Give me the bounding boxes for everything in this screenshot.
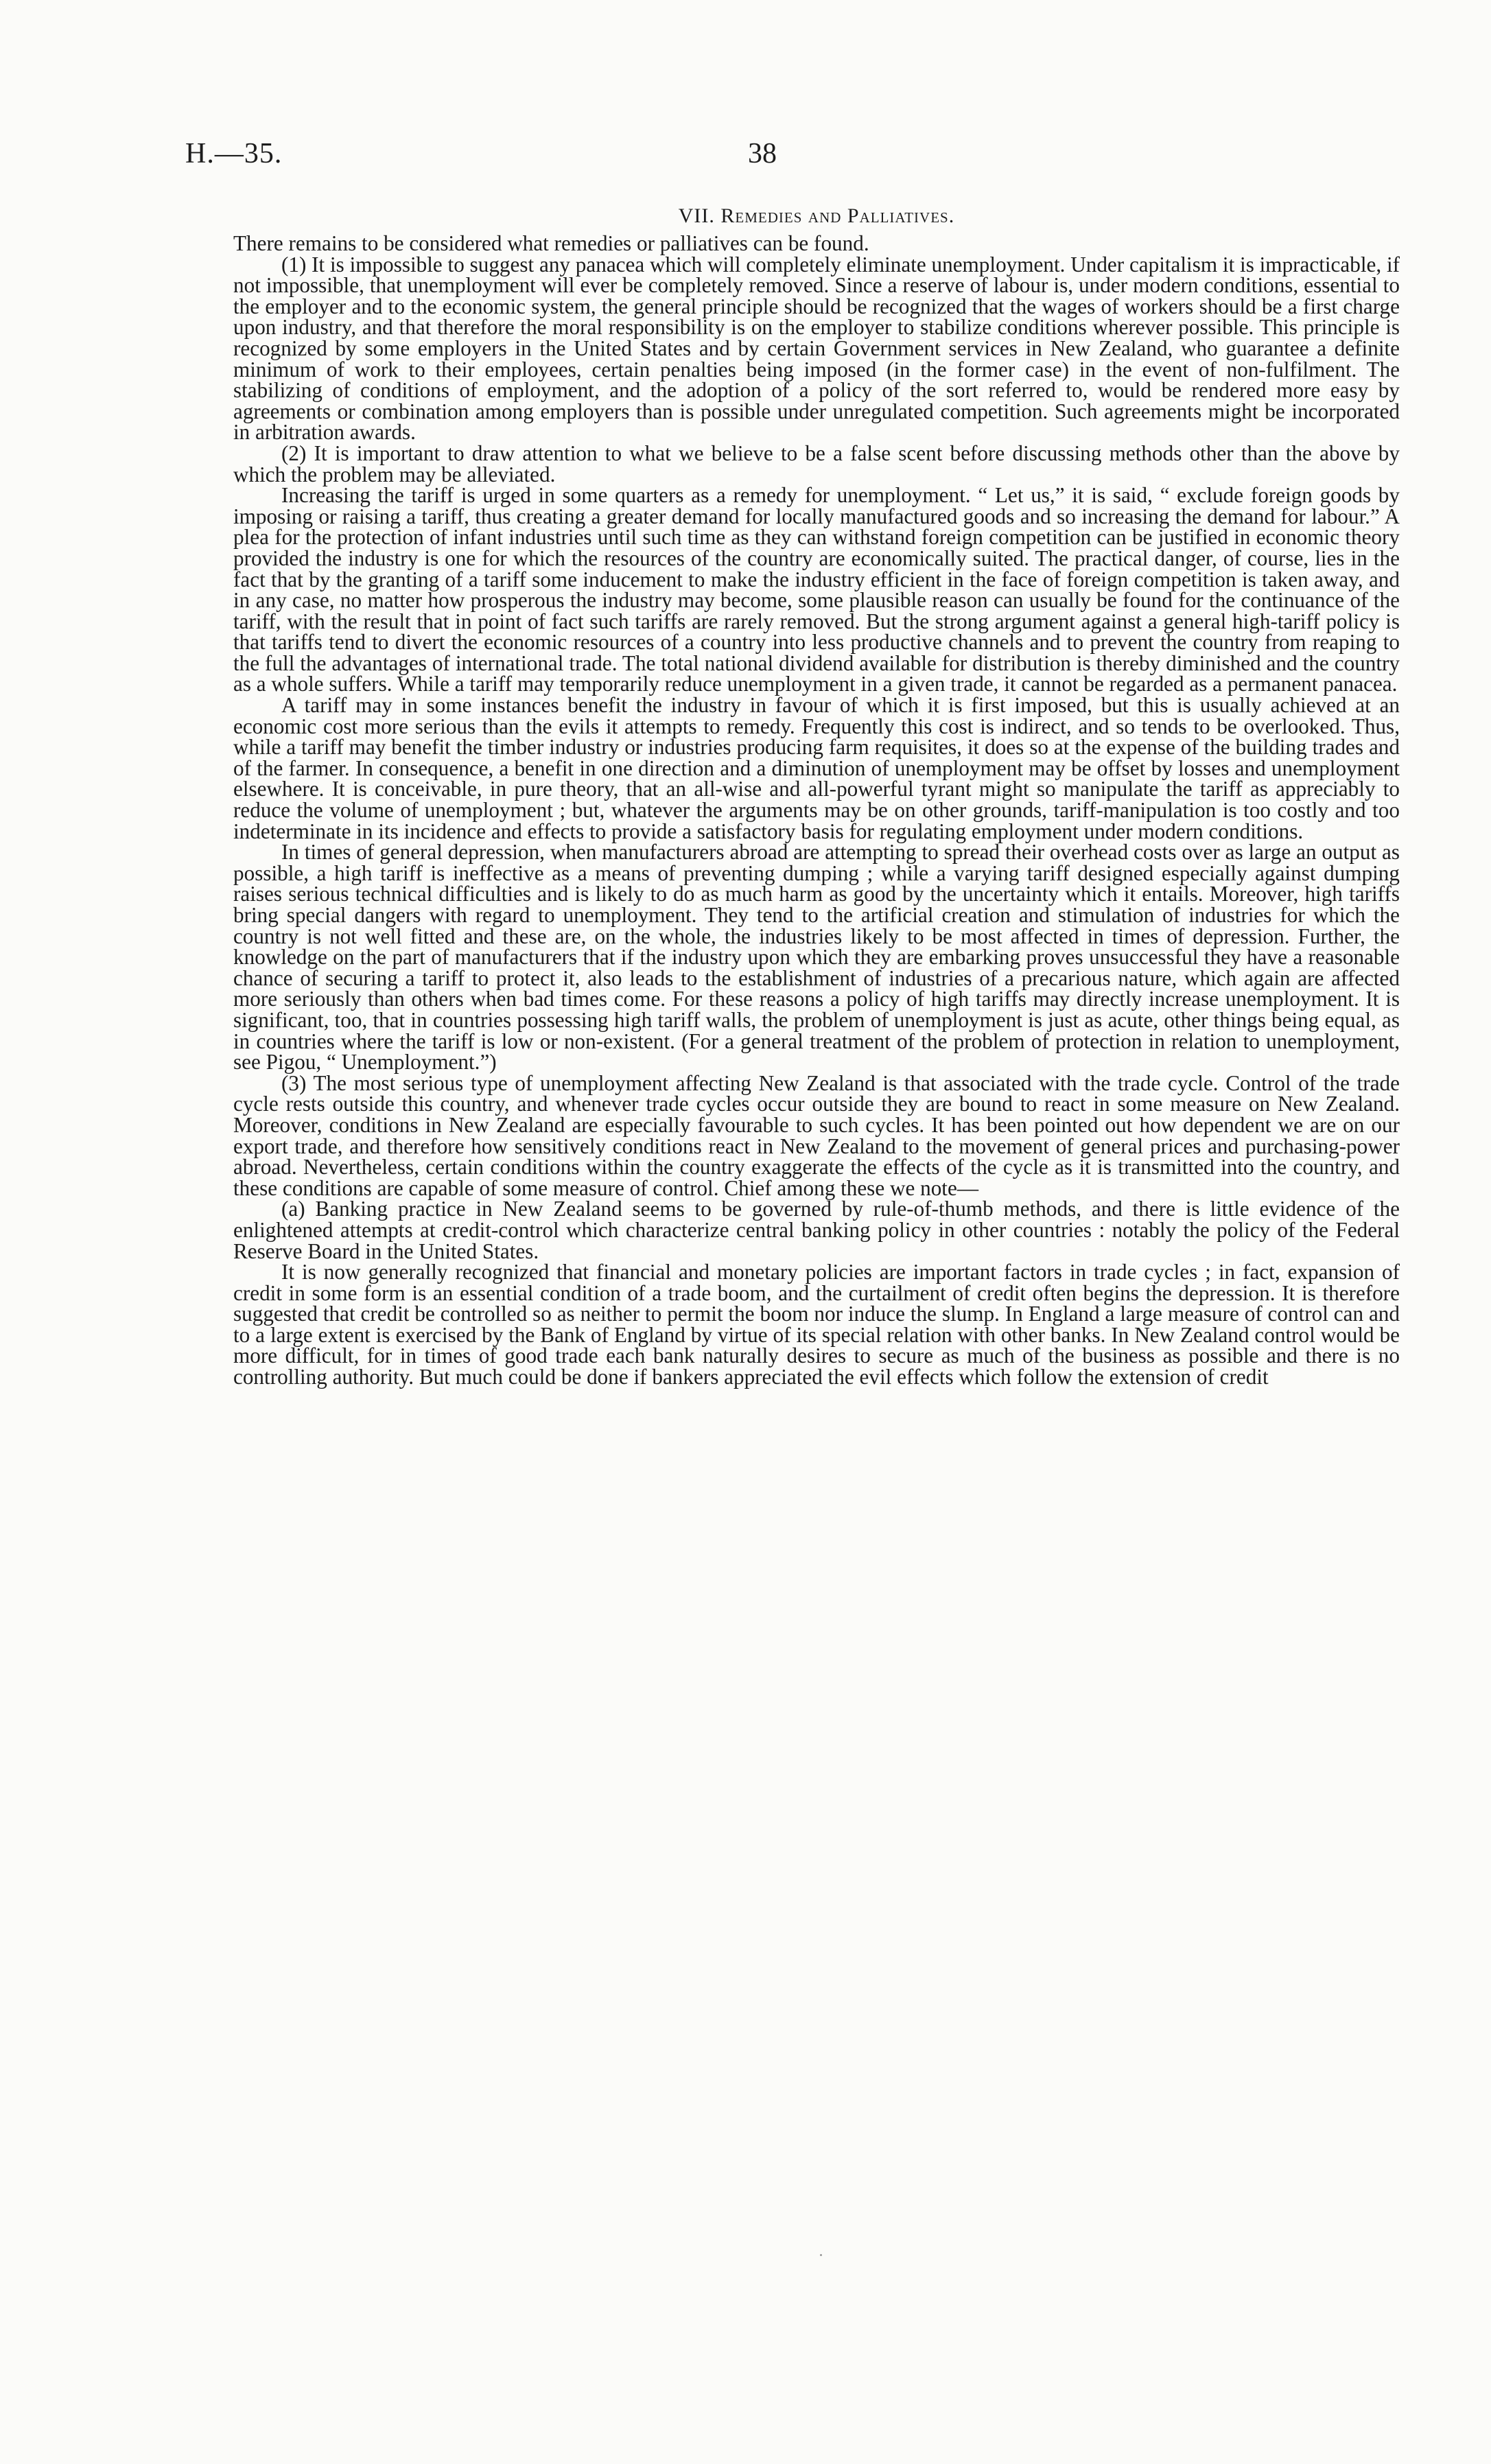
body-text <box>233 233 1400 1388</box>
paragraph-tariff: Increasing the tariff is urged in some quarters as a remedy for unemployment. “ Let us,” it is said, “ exclude foreign goods by imposing or raising a tariff, thus creating a greater demand for locally manufactured goods and so increasing the demand for labour.” A plea for the protection of infant industries until such time as they can withstand foreign competition can be justified in economic theory provided the industry is one for which the resources of the country are economically suited. The practical danger, of course, lies in the fact that by the granting of a tariff some inducement to make the industry efficient in the face of foreign competition is taken away, and in any case, no matter how prosperous the industry may become, some plausible reason can usually be found for the continuance of the tariff, with the result that in point of fact such tariffs are rarely removed. But the strong argument against a general high-tariff policy is that tariffs tend to divert the economic resources of a country into less productive channels and to prevent the country from reaping to the full the advantages of international trade. The total national dividend available for distribution is thereby diminished and the country as a whole suffers. While a tariff may temporarily reduce unemployment in a given trade, it cannot be regarded as a permanent panacea. <box>233 483 1400 696</box>
paragraph-credit: It is now generally recognized that financial and monetary policies are important factors in trade cycles ; in fact, expansion of credit in some form is an essential condition of a trade boom, and the curtailment of credit often begins the depression. It is therefore suggested that credit be controlled so as neither to permit the boom nor induce the slump. In England a large measure of control can and to a large extent is exercised by the Bank of England by virtue of its special relation with other banks. In New Zealand control would be more difficult, for in times of good trade each bank naturally desires to secure as much of the business as possible and there is no controlling authority. But much could be done if bankers appreciated the evil effects which follow the extension of credit <box>233 1260 1400 1389</box>
paragraph-3: (3) The most serious type of unemployment affecting New Zealand is that associated with the trade cycle. Control of the trade cycle rests outside this country, and whenever trade cycles occur outside they are bound to react in some measure on New Zealand. Moreover, conditions in New Zealand are especially favourable to such cycles. It has been pointed out how dependent we are on our export trade, and therefore how sensitively conditions react in New Zealand to the movement of general prices and purchasing-power abroad. Nevertheless, certain conditions within the country exaggerate the effects of the cycle as it is transmitted into the country, and these conditions are capable of some measure of control. Chief among these we note— <box>233 1070 1400 1200</box>
page-speck <box>820 2254 822 2256</box>
paragraph-intro: There remains to be considered what remedies or palliatives can be found. <box>233 231 869 255</box>
document-code: H.—35. <box>185 138 283 169</box>
paragraph-banking: (a) Banking practice in New Zealand seems to be governed by rule-of-thumb methods, and there is little evidence of the enlightened attempts at credit-control which characterize central banking policy in other countries : notably the policy of the Federal Reserve Board in the United States. <box>233 1197 1400 1263</box>
document-page <box>185 124 1400 1389</box>
paragraph-depression: In times of general depression, when manufacturers abroad are attempting to spread their overhead costs over as large an output as possible, a high tariff is ineffective as a means of preventing dumping ; while a varying tariff designed especially against dumping raises serious technical difficulties and is likely to do as much harm as good by the uncertainty which it entails. Moreover, high tariffs bring special dangers with regard to unemployment. They tend to the artificial creation and stimulation of industries for which the country is not well fitted and these are, on the whole, the industries likely to be most affected in times of depression. Further, the knowledge on the part of manufacturers that if the industry upon which they are embarking proves unsuccessful they have a reasonable chance of securing a tariff to protect it, also leads to the establishment of industries of a precarious nature, which again are affected more seriously than others when bad times come. For these reasons a policy of high tariffs may directly increase unemployment. It is significant, too, that in countries possessing high tariff walls, the problem of unemployment is just as acute, other things being equal, as in countries where the tariff is low or non-existent. (For a general treatment of the problem of protection in relation to unemployment, see Pigou, “ Unemployment.”) <box>233 840 1400 1075</box>
paragraph-1: (1) It is impossible to suggest any panacea which will completely eliminate unemployment. Under capitalism it is impracticable, if not impossible, that unemployment will ever be completely removed. Since a reserve of labour is, under modern conditions, essential to the employer and to the economic system, the general principle should be recognized that the wages of workers should be a first charge upon industry, and that therefore the moral responsibility is on the employer to stabilize conditions wherever possible. This principle is recognized by some employers in the United States and by certain Government services in New Zealand, who guarantee a definite minimum of work to their employees, certain penalties being imposed (in the former case) in the event of non-fulfilment. The stabilizing of conditions of employment, and the adoption of a policy of the sort referred to, would be rendered more easy by agreements or combination among employers than is possible under unregulated competition. Such agreements might be incorporated in arbitration awards. <box>233 252 1400 445</box>
section-title: VII. Remedies and Palliatives. <box>678 204 955 227</box>
page-number: 38 <box>748 138 777 169</box>
page-header <box>185 124 1400 185</box>
paragraph-2: (2) It is important to draw attention to what we believe to be a false scent before discussing methods other than the above by which the problem may be alleviated. <box>233 441 1400 486</box>
paragraph-tariff-cost: A tariff may in some instances benefit the industry in favour of which it is first imposed, but this is usually achieved at an economic cost more serious than the evils it attempts to remedy. Frequently this cost is indirect, and so tends to be overlooked. Thus, while a tariff may benefit the timber industry or industries producing farm requisites, it does so at the expense of the building trades and of the farmer. In consequence, a benefit in one direction and a diminution of unemployment may be offset by losses and unemployment elsewhere. It is conceivable, in pure theory, that an all-wise and all-powerful tyrant might so manipulate the tariff as appreciably to reduce the volume of unemployment ; but, whatever the arguments may be on other grounds, tariff-manipulation is too costly and too indeterminate in its incidence and effects to provide a satisfactory basis for regulating employment under modern conditions. <box>233 693 1400 843</box>
